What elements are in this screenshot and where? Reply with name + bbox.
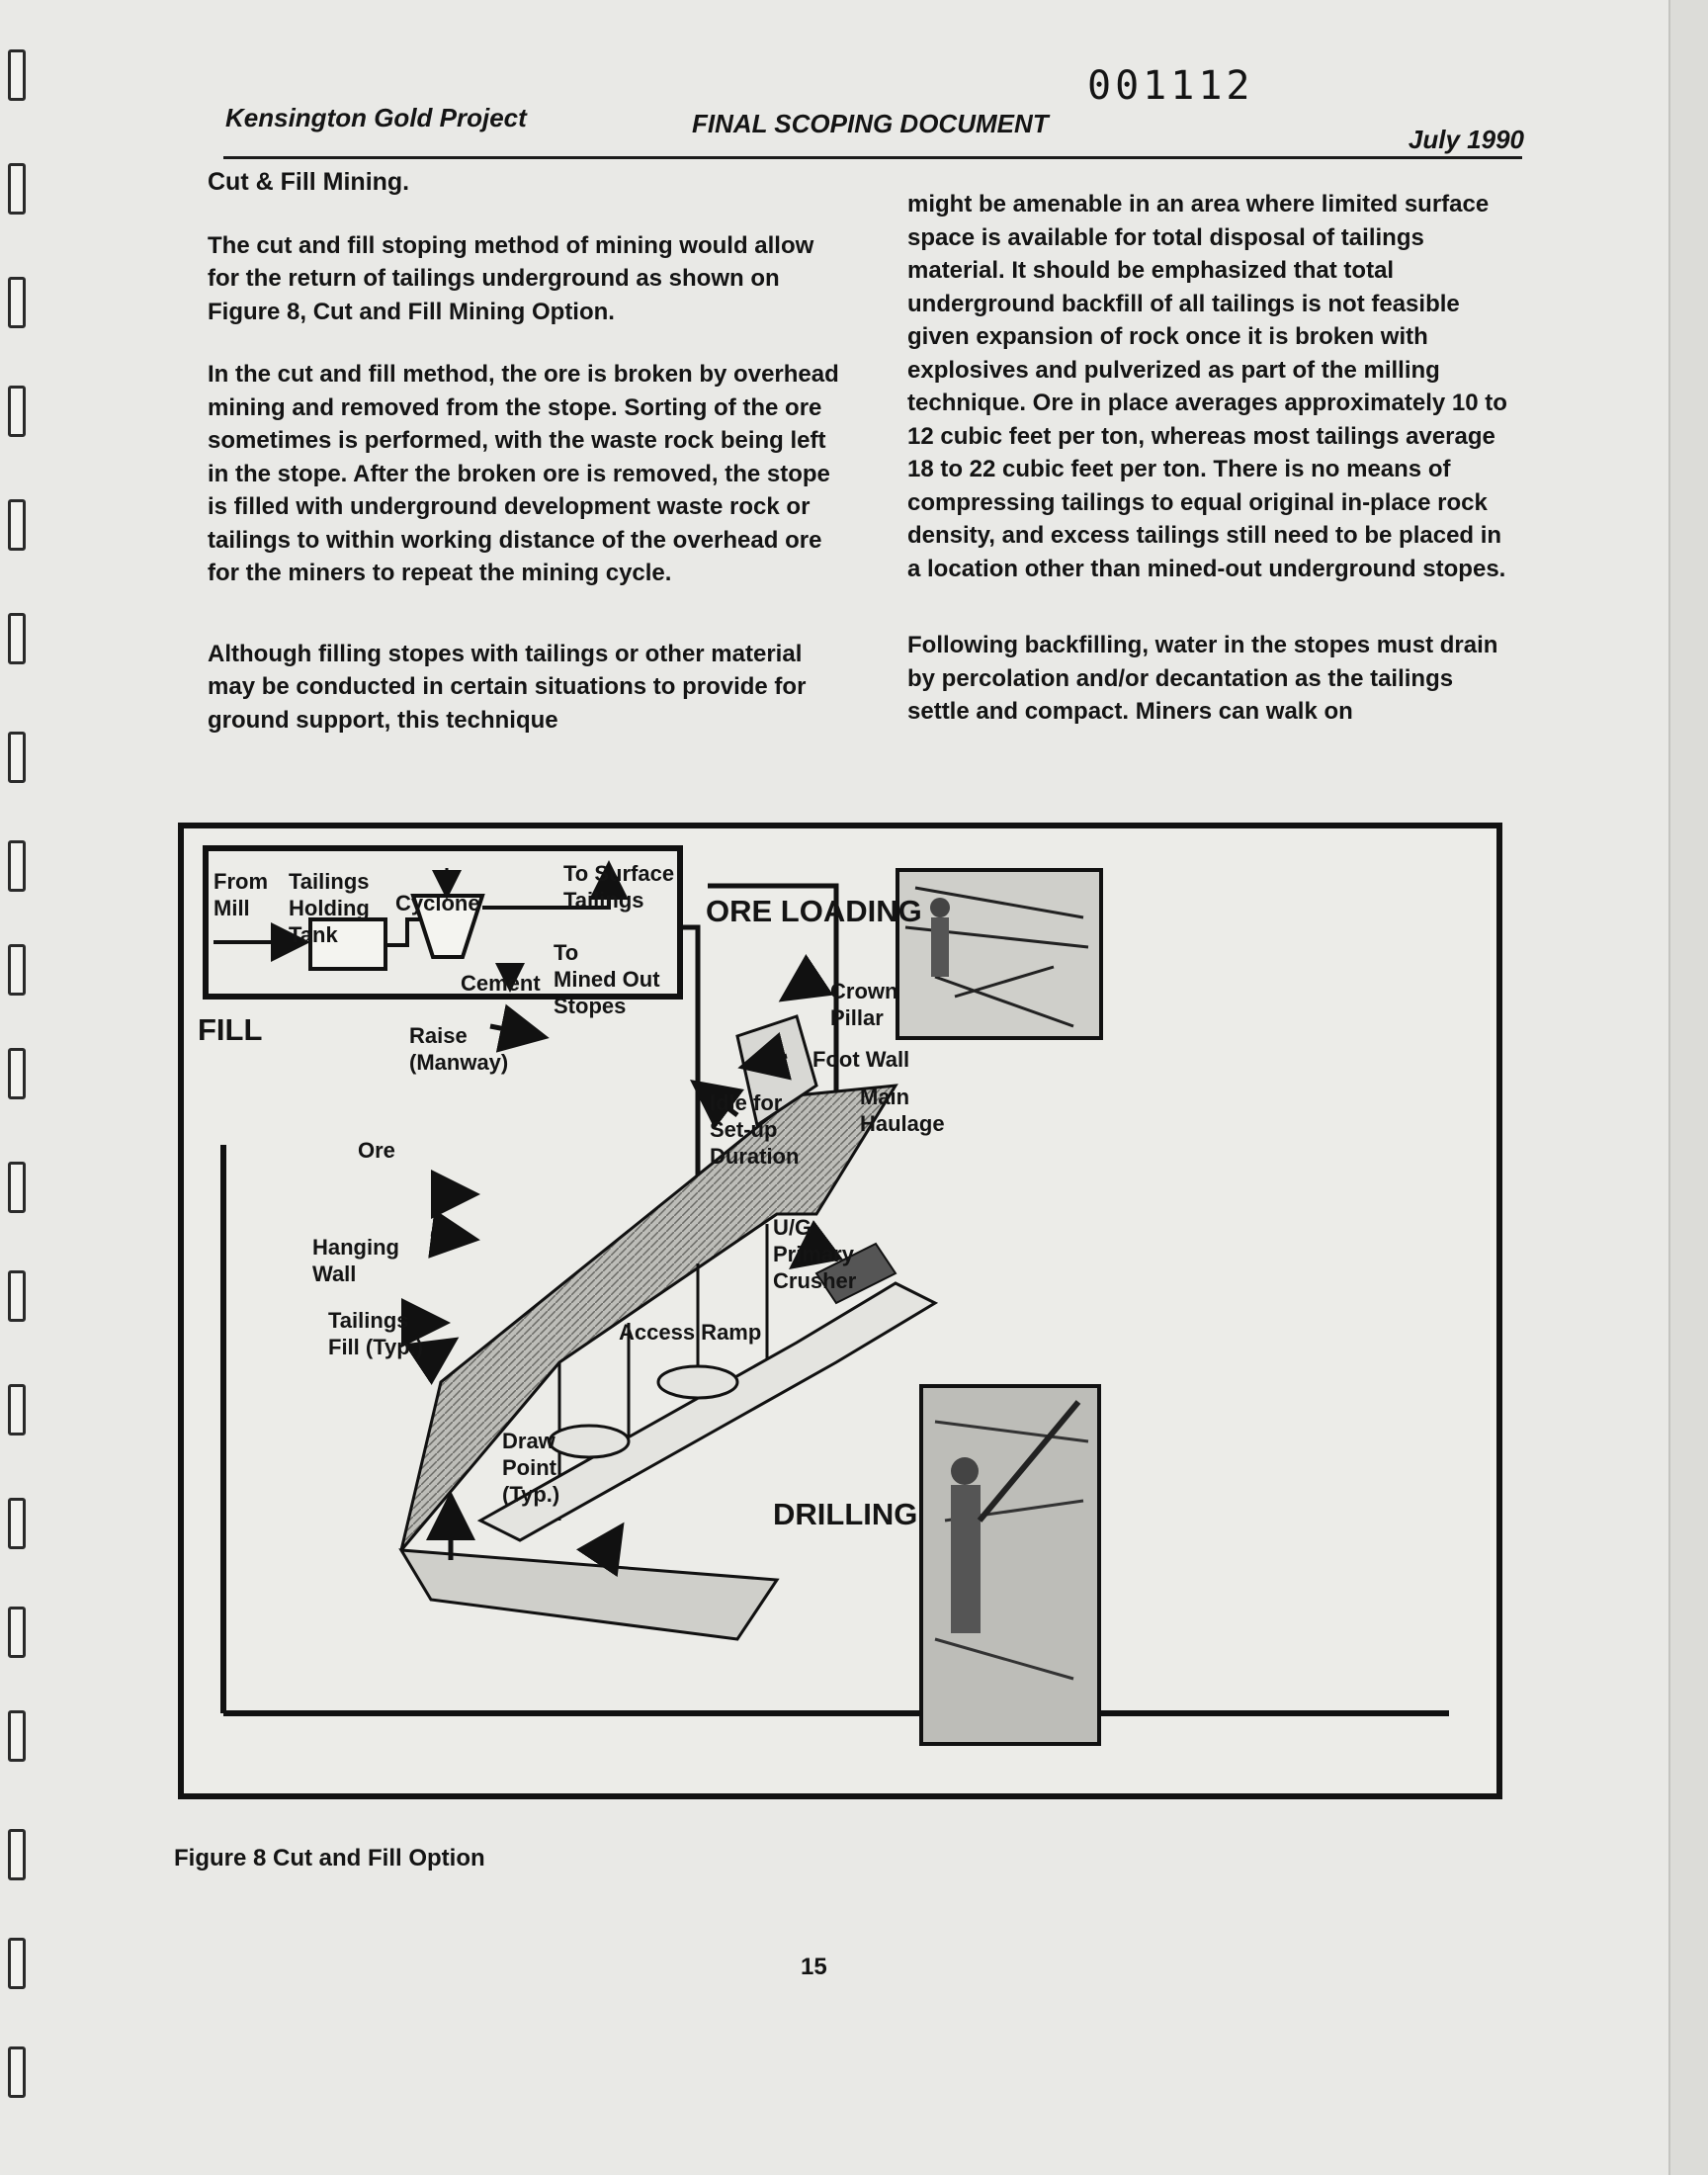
ore-loading-inset — [897, 870, 1101, 1038]
label-ore-loading: ORE LOADING — [706, 894, 922, 928]
label-draw-point: Draw Point (Typ.) — [502, 1429, 560, 1507]
header-rule — [223, 156, 1522, 159]
header-project: Kensington Gold Project — [225, 103, 527, 132]
binder-ring — [8, 840, 26, 892]
binder-ring — [8, 944, 26, 996]
figure-cut-and-fill — [178, 823, 1502, 1799]
label-ug-crusher: U/G Primary Crusher — [773, 1215, 857, 1293]
label-to-surface: To Surface Tailings — [563, 861, 675, 913]
page-number: 15 — [801, 1954, 827, 1980]
label-cyclone: Cyclone — [395, 891, 480, 915]
label-hanging-wall: Hanging Wall — [312, 1235, 399, 1286]
label-ore: Ore — [358, 1138, 395, 1163]
label-raise: Raise (Manway) — [409, 1023, 509, 1075]
label-main-haulage: Main Haulage — [860, 1085, 945, 1136]
paragraph: In the cut and fill method, the ore is broken by overhead mining and removed from the stope. Sorting of the ore sometimes is performed, with the waste rock being left in the stope. After the broken ore is removed, the stope is filled with underground development waste rock or tailings to within working distance of the overhead ore for the miners to repeat the mining cycle. — [208, 361, 839, 586]
binder-ring — [8, 1607, 26, 1658]
label-to-mined-out: To Mined Out Stopes — [554, 940, 660, 1018]
binder-ring — [8, 499, 26, 551]
binder-ring — [8, 1162, 26, 1213]
binder-ring — [8, 277, 26, 328]
binder-ring — [8, 1270, 26, 1322]
left-column — [208, 166, 840, 737]
header-date: July 1990 — [1408, 125, 1524, 154]
document-stamp-number: 001112 — [1087, 63, 1254, 109]
access-ramp-shape — [550, 1426, 629, 1457]
binder-ring — [8, 386, 26, 437]
label-tailings-tank: Tailings Holding Tank — [289, 869, 370, 947]
binder-ring — [8, 613, 26, 664]
label-foot-wall: Foot Wall — [812, 1047, 910, 1072]
binder-ring — [8, 1829, 26, 1880]
binder-ring — [8, 1938, 26, 1989]
paragraph: Although filling stopes with tailings or other material may be conducted in certain situations to provide for ground support, this technique — [208, 640, 807, 734]
binder-ring — [8, 1048, 26, 1099]
right-column — [907, 188, 1520, 729]
paragraph: The cut and fill stoping method of mining would allow for the return of tailings underground as shown on Figure 8, Cut and Fill Mining Option. — [208, 231, 814, 325]
label-fill: FILL — [198, 1012, 263, 1047]
binder-ring — [8, 163, 26, 215]
binder-ring — [8, 1710, 26, 1762]
binder-ring — [8, 49, 26, 101]
label-crown-pillar: Crown Pillar — [830, 979, 898, 1030]
label-from-mill: From Mill — [214, 869, 268, 920]
label-tailings-fill: Tailings Fill (Typ.) — [328, 1308, 424, 1359]
binder-ring — [8, 2046, 26, 2098]
label-drilling: DRILLING — [773, 1497, 918, 1531]
paragraph: Following backfilling, water in the stopes must drain by percolation and/or decantation as the tailings settle and compact. Miners can walk on — [907, 632, 1498, 725]
section-title: Cut & Fill Mining. — [208, 168, 410, 196]
label-access-ramp: Access Ramp — [619, 1320, 762, 1345]
page-header — [219, 99, 1524, 162]
binder-ring — [8, 1498, 26, 1549]
figure-caption: Figure 8 Cut and Fill Option — [174, 1845, 485, 1871]
binder-spine — [0, 0, 79, 2175]
binder-ring — [8, 732, 26, 783]
binder-ring — [8, 1384, 26, 1436]
label-cement: Cement — [461, 971, 541, 996]
label-idle: Idle for Set-up Duration — [710, 1090, 800, 1169]
paragraph: might be amenable in an area where limited surface space is available for total disposal of tailings material. It should be emphasized that total underground backfill of all tailings is not feasible given expansion of rock once it is broken with explosives and pulverized as part of the milling technique. Ore in place averages approximately 10 to 12 cubic feet per ton, whereas most tailings average 18 to 22 cubic feet per ton. There is no means of compressing tailings to equal original in-place rock density, and excess tailings still need to be placed in a location other than mined-out underground stopes. — [907, 191, 1507, 582]
page-edge — [1668, 0, 1708, 2175]
header-document-title: FINAL SCOPING DOCUMENT — [692, 109, 1049, 138]
stope-block — [401, 1086, 896, 1550]
